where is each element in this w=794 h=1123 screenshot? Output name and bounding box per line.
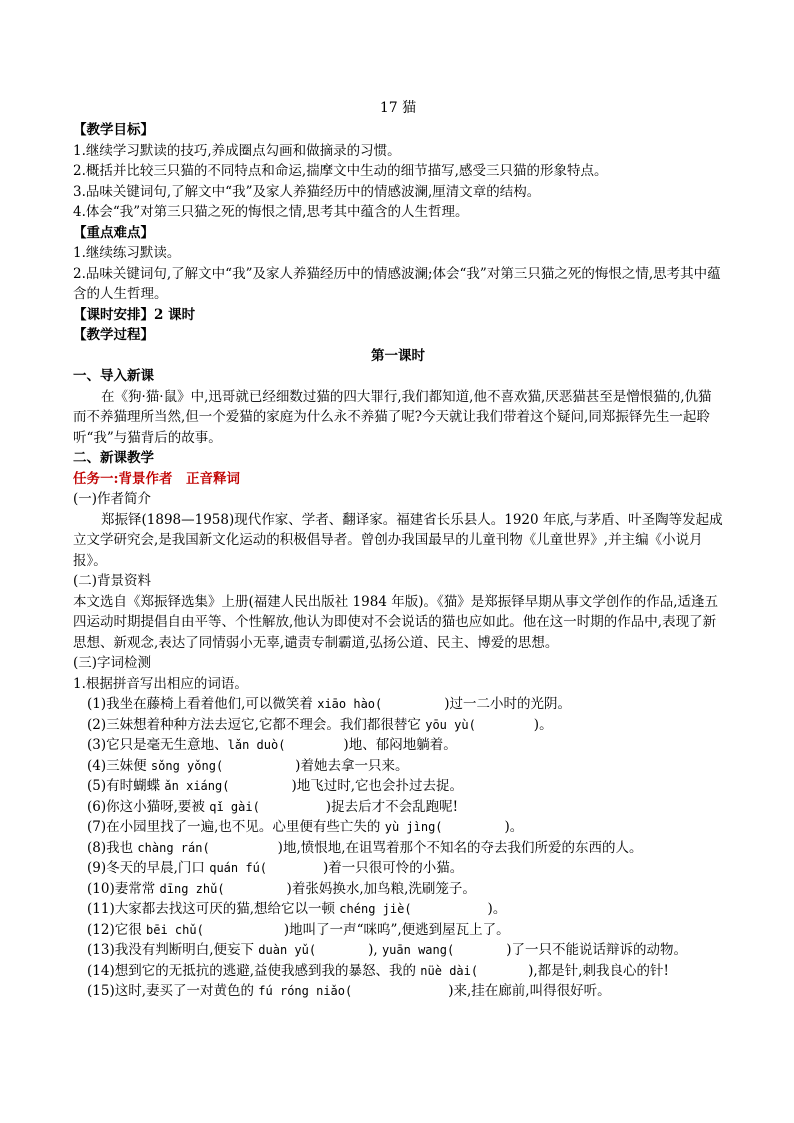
vocab-question <box>87 797 723 818</box>
question-text: )了一只不能说话辩诉的动物。 <box>506 942 687 958</box>
vocab-question <box>87 735 723 756</box>
question-text: (9)冬天的早晨,门口 <box>87 860 210 876</box>
vocab-question <box>87 879 723 900</box>
question-text: )。 <box>533 716 553 733</box>
question-text: (15)这时,妻买了一对黄色的 <box>87 983 259 999</box>
pinyin-prompt: qǐ gài( <box>209 799 260 814</box>
background-heading: (二)背景资料 <box>73 573 152 589</box>
question-text: )地、郁闷地躺着。 <box>343 737 457 753</box>
pinyin-prompt: bēi chǔ( <box>146 922 204 937</box>
background-text: 本文选自《郑振铎选集》上册(福建人民出版社 1984 年版)。《猫》是郑振铎早期从事文学创作的作品,适逢五四运动时期提倡自由平等、个性解放,他认为即使对不会说话的猫也应如此。他在这一时期的作品中,表现了新思想、新观念,表达了同情弱小无辜,谴责专制霸道,弘扬公道、民主、博爱的思想。 <box>73 593 719 651</box>
task1-heading: 任务一:背景作者 正音释词 <box>73 470 240 487</box>
question-text: (5)有时蝴蝶 <box>87 778 165 794</box>
question-text: (3)它只是毫无生意地、 <box>87 737 228 753</box>
question-text: )地叫了一声“咪呜”,便逃到屋瓦上了。 <box>283 921 510 938</box>
question-text: (14)想到它的无抵抗的逃避,益使我感到我的暴怒、我的 <box>87 962 421 979</box>
question-text: )过一二小时的光阴。 <box>444 696 572 712</box>
vocab-question <box>87 694 723 715</box>
question-text: )。 <box>487 901 507 917</box>
question-text: )着张妈换水,加鸟粮,洗刷笼子。 <box>286 880 476 897</box>
keypoints-heading: 【重点难点】 <box>73 224 154 241</box>
question-text: ),都是针,刺我良心的针! <box>528 962 669 979</box>
vocab-question <box>87 756 723 777</box>
vocab-question <box>87 817 723 838</box>
vocab-question <box>87 715 723 736</box>
question-text: (8)我也 <box>87 839 138 856</box>
schedule-line: 【课时安排】2 课时 <box>73 306 196 323</box>
pinyin-prompt: xiāo hào( <box>317 697 383 711</box>
goal-item: 3.品味关键词句,了解文中“我”及家人养猫经历中的情感波澜,厘清文章的结构。 <box>73 183 541 200</box>
goal-item: 4.体会“我”对第三只猫之死的悔恨之情,思考其中蕴含的人生哲理。 <box>73 204 469 220</box>
vocab-question-list <box>73 694 723 1002</box>
vocab-question <box>87 940 723 961</box>
process-heading: 【教学过程】 <box>73 327 154 343</box>
pinyin-prompt: sǒng yǒng( <box>150 758 224 773</box>
question-text: (12)它很 <box>87 921 147 938</box>
question-text: (7)在小园里找了一遍,也不见。心里便有些亡失的 <box>87 819 385 835</box>
vocab-question <box>87 838 723 859</box>
goals-heading: 【教学目标】 <box>73 122 154 138</box>
pinyin-prompt: chéng jiè( <box>339 902 412 916</box>
pinyin-prompt: duàn yǔ( <box>258 943 317 957</box>
pinyin-prompt: fú róng niǎo( <box>258 984 353 998</box>
author-text: 郑振铎(1898—1958)现代作家、学者、翻译家。福建省长乐县人。1920 年底,与茅盾、叶圣陶等发起成立文学研究会,是我国新文化运动的积极倡导者。曾创办我国最早的儿童刊物《儿童世界》,并主编《小说月报》。 <box>73 511 723 569</box>
vocab-question <box>87 981 723 1002</box>
pinyin-prompt: yù jìng( <box>384 820 443 834</box>
question-text: (10)妻常常 <box>87 880 160 897</box>
question-text: )。 <box>504 819 524 835</box>
pinyin-prompt: quán fú( <box>209 861 268 875</box>
pinyin-prompt: yuān wang( <box>381 943 455 957</box>
pinyin-prompt: nüè dài( <box>420 963 479 978</box>
question-text: )地飞过时,它也会扑过去捉。 <box>291 778 464 794</box>
vocab-question <box>87 858 723 879</box>
question-text: ), <box>368 942 382 958</box>
section1-heading: 一、导入新课 <box>73 368 154 384</box>
vocab-heading: (三)字词检测 <box>73 655 152 671</box>
section2-heading: 二、新课教学 <box>73 450 154 466</box>
vocab-instruction: 1.根据拼音写出相应的词语。 <box>73 675 248 692</box>
question-text: )捉去后才不会乱跑呢! <box>325 798 458 815</box>
question-text: (4)三妹便 <box>87 757 151 774</box>
question-text: (11)大家都去找这可厌的猫,想给它以一顿 <box>87 901 340 917</box>
lesson-title: 第一课时 <box>371 347 425 364</box>
vocab-question <box>87 899 723 920</box>
pinyin-prompt: lǎn duò( <box>227 738 286 752</box>
pinyin-prompt: yōu yù( <box>425 717 476 732</box>
question-text: (2)三妹想着种种方法去逗它,它都不理会。我们都很替它 <box>87 716 426 733</box>
author-heading: (一)作者简介 <box>73 491 152 507</box>
page-title: 17 猫 <box>379 100 417 116</box>
goal-item: 2.概括并比较三只猫的不同特点和命运,揣摩文中生动的细节描写,感受三只猫的形象特点。 <box>73 163 608 179</box>
pinyin-prompt: chàng rán( <box>137 840 210 855</box>
keypoint-item: 1.继续练习默读。 <box>73 245 181 261</box>
pinyin-prompt: dīng zhǔ( <box>159 881 225 896</box>
question-text: )着她去拿一只来。 <box>295 757 409 774</box>
pinyin-prompt: ǎn xiáng( <box>164 779 230 793</box>
vocab-question <box>87 961 723 982</box>
goal-item: 1.继续学习默读的技巧,养成圈点勾画和做摘录的习惯。 <box>73 142 401 159</box>
question-text: (6)你这小猫呀,要被 <box>87 798 210 815</box>
question-text: )来,挂在廊前,叫得很好听。 <box>448 983 611 999</box>
document-content <box>73 98 723 1002</box>
question-text: (13)我没有判断明白,便妄下 <box>87 942 259 958</box>
keypoint-item: 2.品味关键词句,了解文中“我”及家人养猫经历中的情感波澜;体会“我”对第三只猫之死的悔恨之情,思考其中蕴含的人生哲理。 <box>73 265 721 302</box>
question-text: )地,愤恨地,在诅骂着那个不知名的夺去我们所爱的东西的人。 <box>277 839 643 856</box>
section1-text: 在《狗·猫·鼠》中,迅哥就已经细数过猫的四大罪行,我们都知道,他不喜欢猫,厌恶猫甚至是憎恨猫的,仇猫而不养猫理所当然,但一个爱猫的家庭为什么永不养猫了呢?今天就让我们带着这个疑问,同郑振铎先生一起聆听“我”与猫背后的故事。 <box>73 388 712 446</box>
vocab-question <box>87 920 723 941</box>
question-text: (1)我坐在藤椅上看着他们,可以微笑着 <box>87 696 318 712</box>
vocab-question <box>87 776 723 797</box>
question-text: )着一只很可怜的小猫。 <box>323 860 464 876</box>
